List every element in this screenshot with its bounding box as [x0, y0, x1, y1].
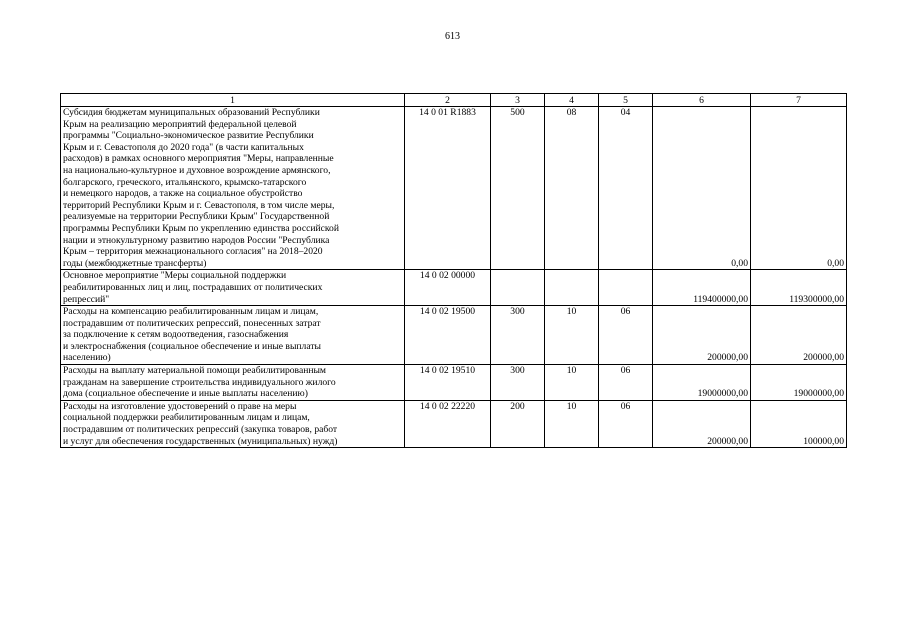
subsection-cell: 06 — [599, 306, 653, 365]
expense-type-cell: 500 — [491, 107, 545, 270]
program-code-cell: 14 0 02 19510 — [405, 365, 491, 401]
amount-col-7-cell: 100000,00 — [751, 400, 847, 447]
budget-table — [60, 93, 847, 448]
description-line: Расходы на выплату материальной помощи реабилитированным — [63, 365, 326, 377]
description-line: болгарского, греческого, итальянского, крымско-татарского — [63, 176, 307, 188]
expense-type-cell: 200 — [491, 400, 545, 447]
row-description — [61, 270, 405, 306]
description-line: населению) — [63, 352, 111, 364]
header-col-7: 7 — [751, 94, 847, 107]
description-line: расходов) в рамках основного мероприятия "Меры, направленные — [63, 153, 334, 165]
section-cell: 10 — [545, 365, 599, 401]
program-code-cell: 14 0 02 00000 — [405, 270, 491, 306]
description-line: репрессий" — [63, 293, 110, 305]
description-line: на национально-культурное и духовное возрождение армянского, — [63, 164, 331, 176]
description-line: Крым – территория межнационального согласия" на 2018–2020 — [63, 246, 323, 258]
program-code-cell: 14 0 02 19500 — [405, 306, 491, 365]
description-line: пострадавшим от политических репрессий (закупка товаров, работ — [63, 424, 338, 436]
table-header-row — [61, 94, 847, 107]
description-line: программы Республики Крым по укреплению единства российской — [63, 222, 339, 234]
header-col-4: 4 — [545, 94, 599, 107]
description-line: и электроснабжения (социальное обеспечение и иные выплаты — [63, 340, 321, 352]
header-col-5: 5 — [599, 94, 653, 107]
row-description — [61, 365, 405, 401]
program-code-cell: 14 0 01 R1883 — [405, 107, 491, 270]
description-line: и услуг для обеспечения государственных (муниципальных) нужд) — [63, 435, 338, 447]
header-col-3: 3 — [491, 94, 545, 107]
subsection-cell — [599, 270, 653, 306]
row-description — [61, 107, 405, 270]
description-line: территорий Республики Крым и г. Севастополя, в том числе меры, — [63, 199, 335, 211]
section-cell: 10 — [545, 306, 599, 365]
description-line: Расходы на компенсацию реабилитированным лицам и лицам, — [63, 306, 319, 318]
amount-col-6-cell: 119400000,00 — [653, 270, 751, 306]
amount-col-7-cell: 0,00 — [751, 107, 847, 270]
page-number: 613 — [445, 31, 460, 42]
row-description — [61, 306, 405, 365]
expense-type-cell — [491, 270, 545, 306]
description-line: Субсидия бюджетам муниципальных образований Республики — [63, 107, 320, 118]
description-line: Расходы на изготовление удостоверений о праве на меры — [63, 400, 297, 412]
program-code-cell: 14 0 02 22220 — [405, 400, 491, 447]
expense-type-cell: 300 — [491, 306, 545, 365]
table-row — [61, 270, 847, 306]
amount-col-7-cell: 119300000,00 — [751, 270, 847, 306]
description-line: реализуемые на территории Республики Крым" Государственной — [63, 211, 330, 223]
subsection-cell: 04 — [599, 107, 653, 270]
description-line: программы "Социально-экономическое развитие Республики — [63, 130, 314, 142]
description-line: и немецкого народов, а также на социальное обустройство — [63, 188, 303, 200]
row-description — [61, 400, 405, 447]
table-row — [61, 306, 847, 365]
amount-col-6-cell: 200000,00 — [653, 400, 751, 447]
table-row — [61, 365, 847, 401]
amount-col-7-cell: 200000,00 — [751, 306, 847, 365]
description-line: гражданам на завершение строительства индивидуального жилого — [63, 376, 336, 388]
table-row — [61, 107, 847, 270]
section-cell: 08 — [545, 107, 599, 270]
table-row — [61, 400, 847, 447]
header-col-6: 6 — [653, 94, 751, 107]
description-line: социальной поддержки реабилитированным лицам и лицам, — [63, 412, 310, 424]
description-line: Крым и г. Севастополя до 2020 года" (в части капитальных — [63, 141, 304, 153]
description-line: реабилитированных лиц и лиц, пострадавших от политических — [63, 281, 323, 293]
description-line: годы (межбюджетные трансферты) — [63, 257, 207, 269]
expense-type-cell: 300 — [491, 365, 545, 401]
description-line: за подключение к сетям водоотведения, газоснабжения — [63, 329, 289, 341]
header-col-1: 1 — [61, 94, 405, 107]
subsection-cell: 06 — [599, 400, 653, 447]
subsection-cell: 06 — [599, 365, 653, 401]
description-line: Крым на реализацию мероприятий федеральной целевой — [63, 118, 297, 130]
header-col-2: 2 — [405, 94, 491, 107]
description-line: пострадавшим от политических репрессий, понесенных затрат — [63, 317, 321, 329]
description-line: Основное мероприятие "Меры социальной поддержки — [63, 270, 287, 282]
amount-col-6-cell: 0,00 — [653, 107, 751, 270]
amount-col-6-cell: 200000,00 — [653, 306, 751, 365]
amount-col-7-cell: 19000000,00 — [751, 365, 847, 401]
amount-col-6-cell: 19000000,00 — [653, 365, 751, 401]
section-cell: 10 — [545, 400, 599, 447]
description-line: дома (социальное обеспечение и иные выплаты населению) — [63, 388, 308, 400]
description-line: нации и этнокультурному развитию народов России "Республика — [63, 234, 330, 246]
section-cell — [545, 270, 599, 306]
